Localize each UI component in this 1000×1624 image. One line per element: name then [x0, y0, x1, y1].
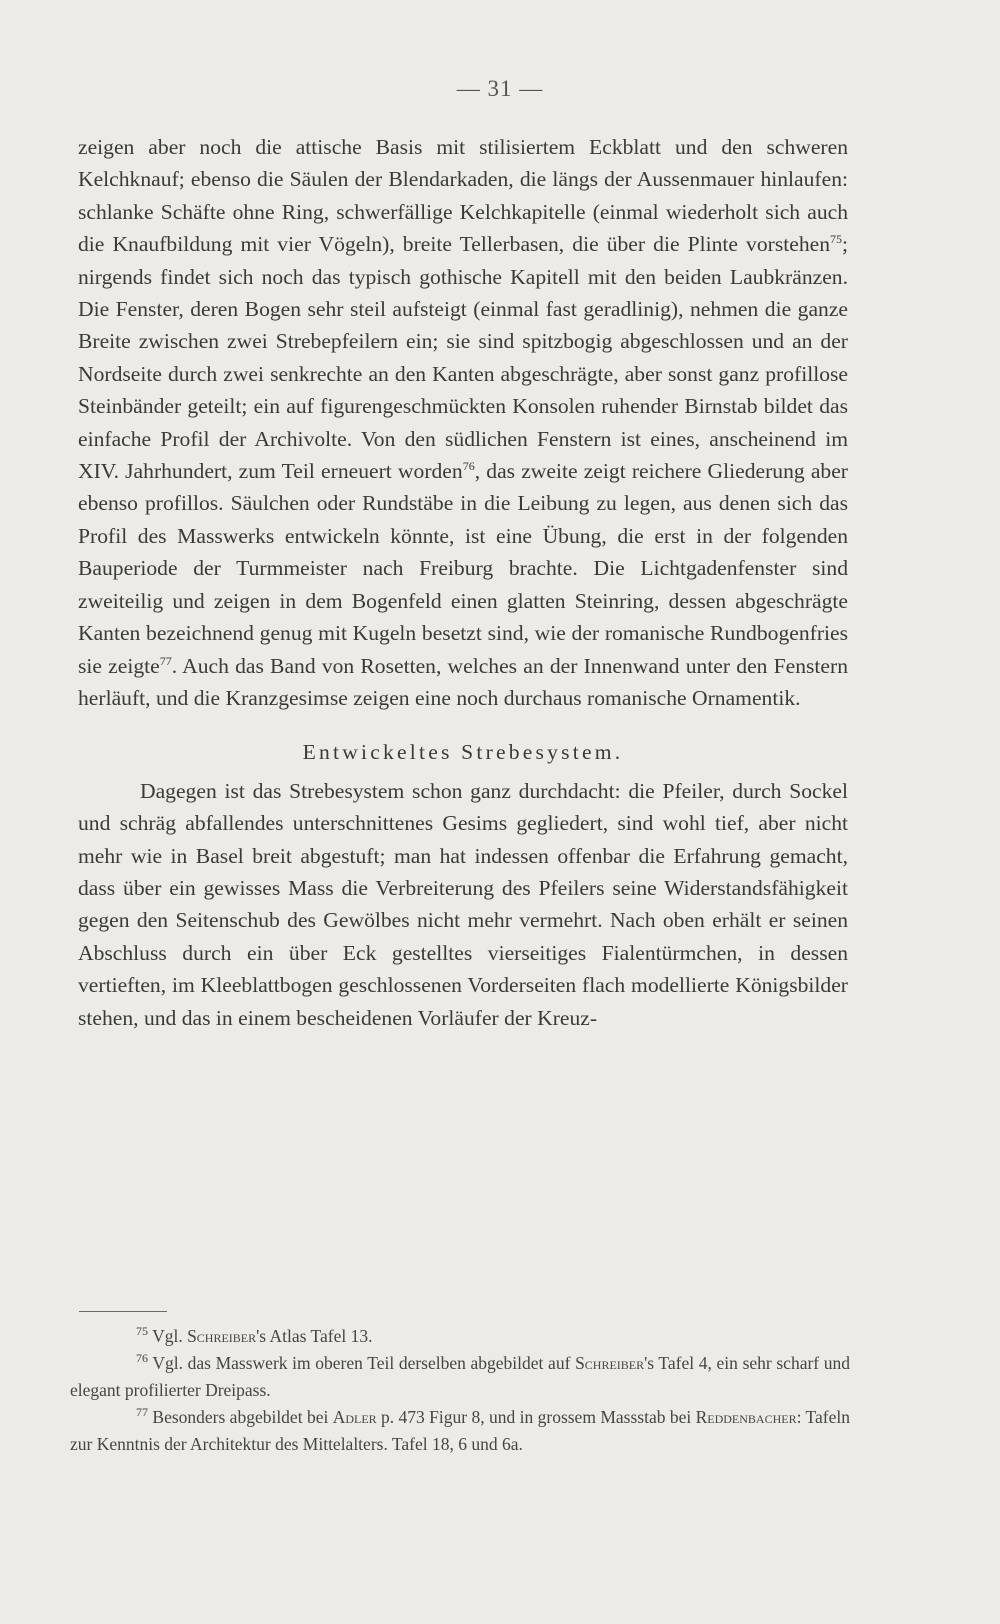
- footnote-75: [70, 1323, 850, 1350]
- paragraph-1-text-d: . Auch das Band von Rosetten, welches an der Innenwand unter den Fenstern herläuft, und die Kranzgesimse zeigen eine noch durchaus romanische Ornamentik.: [78, 653, 849, 710]
- footnote-text: 's Tafel 4, ein sehr scharf und elegant profilierter Dreipass.: [70, 1353, 851, 1400]
- paragraph-1-text-a: zeigen aber noch die attische Basis mit stilisiertem Eckblatt und den schweren Kelchknauf; ebenso die Säulen der Blendarkaden, die längs der Aussenmauer hinlaufen: schlanke Schäfte ohne Ring, schwerfällige Kelchkapitelle (einmal wiederholt sich auch die Knaufbildung mit vier Vögeln), breite Tellerbasen, die über die Plinte vorstehen: [78, 135, 848, 257]
- footnote-text: Vgl.: [152, 1326, 188, 1346]
- footnote-number: 76: [136, 1351, 148, 1366]
- footnote-separator: [79, 1311, 167, 1312]
- paragraph-1-text-b: ; nirgends findet sich noch das typisch gothische Kapitell mit den beiden Laubkränzen. Die Fenster, deren Bogen sehr steil aufsteigt (einmal fast geradlinig), nehmen die ganze Breite zwischen zwei Strebepfeilern ein; sie sind spitzbogig abgeschlossen und an der Nordseite durch zwei senkrechte an den Kanten abgeschrägte, aber sonst ganz profillose Steinbänder geteilt; ein auf figurengeschmückten Konsolen ruhender Birnstab bildet das einfache Profil der Archivolte. Von den südlichen Fenstern ist eines, anscheinend im XIV. Jahrhundert, zum Teil erneuert worden: [78, 232, 848, 484]
- footnote-76: [70, 1350, 850, 1404]
- paragraph-2: Dagegen ist das Strebesystem schon ganz durchdacht: die Pfeiler, durch Sockel und schräg abfallendes unterschnittenes Gesims gegliedert, sind wohl tief, aber nicht mehr wie in Basel breit abgestuft; man hat indessen offenbar die Erfahrung gemacht, dass über ein gewisses Mass die Verbreiterung des Pfeilers seine Widerstandsfähigkeit gegen den Seitenschub des Gewölbes nicht mehr vermehrt. Nach oben erhält er seinen Abschluss durch ein über Eck gestelltes vierseitiges Fialentürmchen, in dessen vertieften, im Kleeblattbogen geschlossenen Vorderseiten flach modellierte Königsbilder stehen, und das in einem bescheidenen Vorläufer der Kreuz-: [78, 778, 848, 1030]
- footnote-text: : Tafeln zur Kenntnis der Architektur des Mittelalters. Tafel 18, 6 und 6a.: [70, 1407, 850, 1454]
- footnote-ref-75: 75: [830, 232, 842, 247]
- page-number: — 31 —: [456, 76, 544, 101]
- main-text: [78, 131, 848, 1034]
- author-name: Reddenbacher: [695, 1407, 797, 1427]
- author-name: Schreiber: [575, 1353, 645, 1373]
- footnote-text: p. 473 Figur 8, und in grossem Massstab bei: [376, 1407, 696, 1427]
- footnote-number: 75: [136, 1324, 148, 1339]
- author-name: Adler: [332, 1407, 377, 1427]
- author-name: Schreiber: [187, 1326, 257, 1346]
- footnote-text: 's Atlas Tafel 13.: [256, 1326, 373, 1346]
- footnote-text: Vgl. das Masswerk im oberen Teil derselben abgebildet auf: [152, 1353, 576, 1373]
- paragraph-1: [78, 131, 848, 714]
- footnote-number: 77: [136, 1405, 148, 1420]
- paragraph-1-text-c: , das zweite zeigt reichere Gliederung aber ebenso profillos. Säulchen oder Rundstäbe in die Leibung zu legen, aus denen sich das Profil des Masswerks entwickeln könnte, ist eine Übung, die erst in der folgenden Bauperiode der Turmmeister nach Freiburg brachte. Die Lichtgadenfenster sind zweiteilig und zeigen in dem Bogenfeld einen glatten Steinring, dessen abgeschrägte Kanten bezeichnend genug mit Kugeln besetzt sind, wie der romanische Rundbogenfries sie zeigte: [78, 459, 848, 678]
- footnote-text: Besonders abgebildet bei: [152, 1407, 333, 1427]
- footnotes: [70, 1323, 850, 1458]
- footnote-77: [70, 1404, 850, 1458]
- footnote-ref-76: 76: [462, 458, 475, 473]
- section-heading: Entwickeltes Strebesystem.: [302, 740, 624, 765]
- footnote-ref-77: 77: [159, 653, 172, 668]
